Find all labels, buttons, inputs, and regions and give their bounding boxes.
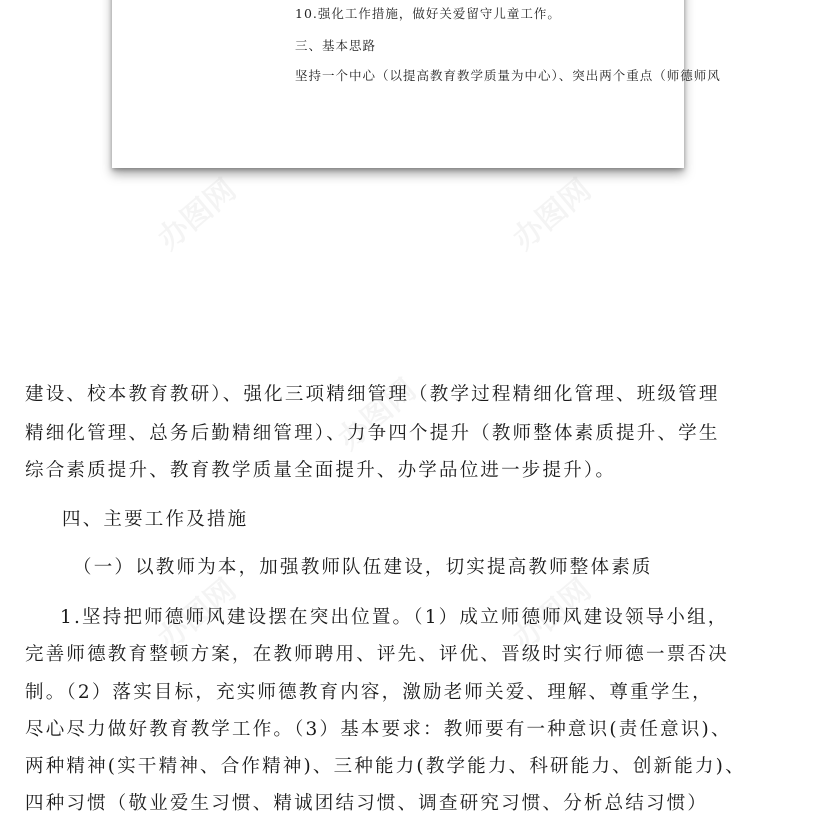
paragraph-line: 两种精神(实干精神、合作精神)、三种能力(教学能力、科研能力、创新能力)、 bbox=[25, 756, 746, 777]
paragraph-line: 建设、校本教育教研）、强化三项精细管理（教学过程精细化管理、班级管理 bbox=[25, 384, 720, 405]
watermark: 办图网 bbox=[506, 172, 598, 258]
watermark: 办图网 bbox=[151, 572, 243, 658]
paragraph-line: 四种习惯（敬业爱生习惯、精诚团结习惯、调查研究习惯、分析总结习惯） bbox=[25, 793, 709, 814]
section-heading-4: 四、主要工作及措施 bbox=[62, 509, 249, 530]
paragraph-line: 精细化管理、总务后勤精细管理）、力争四个提升（教师整体素质提升、学生 bbox=[25, 423, 720, 444]
document-preview-card bbox=[112, 0, 721, 168]
watermark: 办图网 bbox=[506, 572, 598, 658]
paragraph-line: 完善师德教育整顿方案，在教师聘用、评先、评优、晋级时实行师德一票否决 bbox=[25, 644, 729, 665]
subsection-heading-1: （一）以教师为本，加强教师队伍建设，切实提高教师整体素质 bbox=[73, 557, 653, 578]
paragraph-line: 1.坚持把师德师风建设摆在突出位置。（1）成立师德师风建设领导小组， bbox=[60, 607, 729, 628]
paragraph-line: 制。（2）落实目标，充实师德教育内容，激励老师关爱、理解、尊重学生， bbox=[25, 682, 713, 703]
paragraph-line: 尽心尽力做好教育教学工作。（3）基本要求：教师要有一种意识(责任意识)、 bbox=[25, 719, 732, 740]
paragraph-line: 综合素质提升、教育教学质量全面提升、办学品位进一步提升）。 bbox=[25, 460, 617, 481]
card-line-section-3-heading: 三、基本思路 bbox=[295, 38, 377, 53]
watermark: 办图网 bbox=[151, 172, 243, 258]
card-line-item-10: 10.强化工作措施，做好关爱留守儿童工作。 bbox=[295, 6, 561, 21]
card-line-basic-idea: 坚持一个中心（以提高教育教学质量为中心）、突出两个重点（师德师风 bbox=[295, 68, 721, 83]
watermark: 办图网 bbox=[331, 372, 423, 458]
